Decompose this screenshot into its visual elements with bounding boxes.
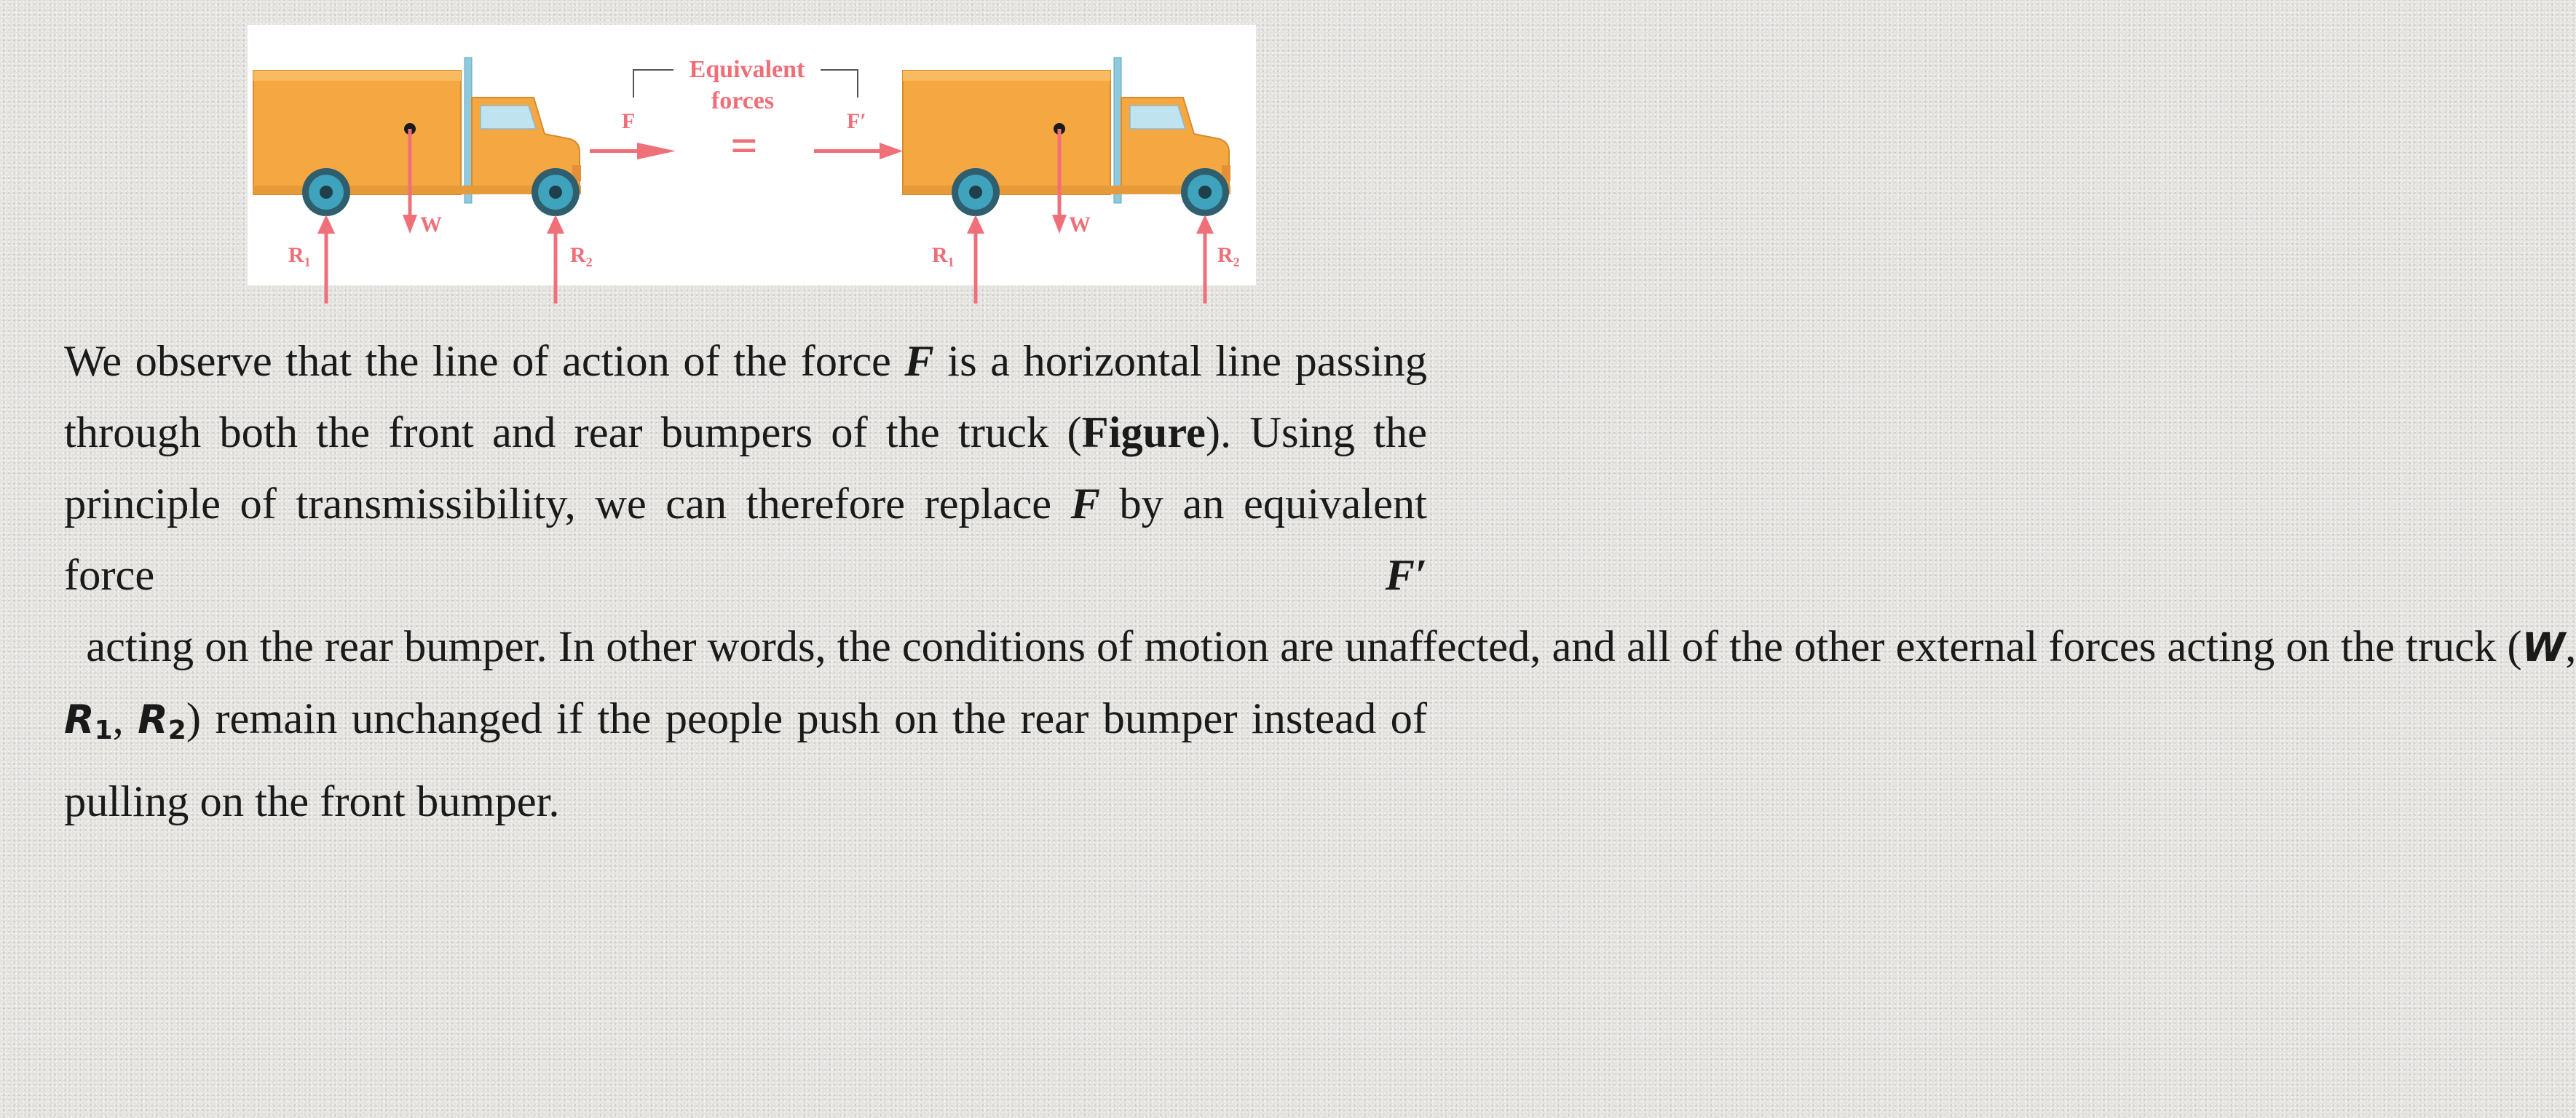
left-weight-label: W (420, 213, 442, 237)
text-segment: acting on the rear bumper. In other words, the conditions of motion are unaffected, and all of the other external forces acting on the truck ( (64, 622, 2522, 671)
text-segment: , (2565, 622, 2576, 671)
bracket-left (633, 70, 673, 98)
text-segment: is a horizontal line passing through both the front and rear bumpers of the truck ( (64, 337, 1427, 457)
figure-reference: Figure (1081, 408, 1206, 457)
symbol-f: F (1070, 480, 1100, 528)
symbol-r2 (138, 697, 186, 745)
force-fprime-label: F′ (847, 109, 866, 133)
truck-force-figure (248, 25, 1256, 285)
symbol-f: F (904, 337, 934, 386)
force-fprime-arrow-shaft (814, 149, 883, 153)
bracket-right (821, 70, 858, 98)
forces-label: forces (711, 87, 775, 114)
symbol-w: W (2521, 625, 2566, 670)
symbol-r2-sub: 2 (167, 715, 186, 745)
force-fprime-arrow-head (880, 143, 903, 159)
text-segment: ). Using the principle of transmissibility, we can therefore replace (64, 408, 1428, 528)
left-r2-label: $R_2$ (570, 243, 593, 269)
left-r1-label: $R_1$ (288, 243, 311, 269)
force-f-arrow-shaft (590, 149, 641, 153)
text-segment: , (112, 694, 138, 743)
text-segment: by an equivalent force (64, 480, 1427, 600)
force-f-label: F (622, 109, 636, 133)
symbol-r1-main: R (64, 697, 95, 742)
explanation-paragraph (64, 326, 2576, 838)
symbol-r2-main: R (138, 697, 168, 742)
symbol-r1 (64, 697, 113, 745)
right-r2-label: $R_2$ (1217, 243, 1240, 269)
equivalent-label: Equivalent (689, 56, 805, 83)
symbol-f-prime: F′ (1385, 551, 1427, 600)
right-weight-label: W (1069, 213, 1091, 237)
text-segment: ) remain unchanged if the people push on the rear bumper instead of pulling on the front bumper. (64, 694, 1428, 826)
force-f-arrow-head (637, 143, 676, 159)
equals-sign: = (730, 119, 758, 173)
symbol-r1-sub: 1 (94, 715, 113, 745)
text-segment: We observe that the line of action of the force (64, 337, 905, 386)
truck-figure-svg (248, 25, 1256, 285)
right-r1-label: $R_1$ (932, 243, 955, 269)
